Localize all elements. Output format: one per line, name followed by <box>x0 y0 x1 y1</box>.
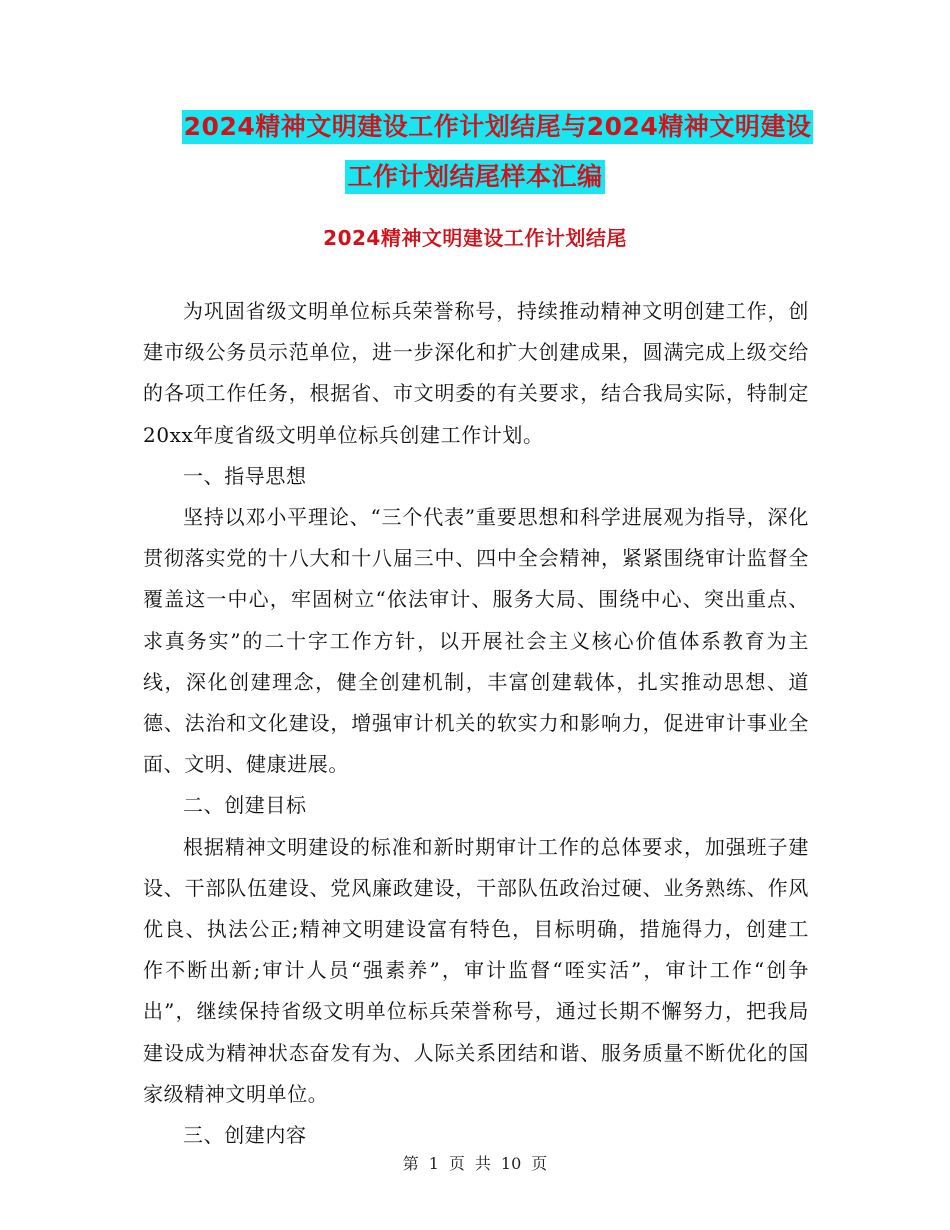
page-footer <box>0 1153 950 1175</box>
paragraph-guiding-ideology: 坚持以邓小平理论、“三个代表”重要思想和科学进展观为指导，深化贯彻落实党的十八大和十八届三中、四中全会精神，紧紧围绕审计监督全覆盖这一中心，牢固树立“依法审计、服务大局、围绕中心、突出重点、求真务实”的二十字工作方针，以开展社会主义核心价值体系教育为主线，深化创建理念，健全创建机制，丰富创建载体，扎实推动思想、道德、法治和文化建设，增强审计机关的软实力和影响力，促进审计事业全面、文明、健康进展。 <box>143 505 809 777</box>
footer-total-unit: 页 <box>531 1154 548 1173</box>
intro-paragraph: 为巩固省级文明单位标兵荣誉称号，持续推动精神文明创建工作，创建市级公务员示范单位，进一步深化和扩大创建成果，圆满完成上级交给的各项工作任务，根据省、市文明委的有关要求，结合我局实际，特制定20xx年度省级文明单位标兵创建工作计划。 <box>143 299 809 447</box>
paragraph-goals: 根据精神文明建设的标准和新时期审计工作的总体要求，加强班子建设、干部队伍建设、党风廉政建设，干部队伍政治过硬、业务熟练、作风优良、执法公正;精神文明建设富有特色，目标明确，措施得力，创建工作不断出新;审计人员“强素养”，审计监督“咥实活”，审计工作“创争出”，继续保持省级文明单位标兵荣誉称号，通过长期不懈努力，把我局建设成为精神状态奋发有为、人际关系团结和谐、服务质量不断优化的国家级精神文明单位。 <box>143 834 809 1106</box>
footer-page-unit: 页 <box>448 1154 465 1173</box>
document-body <box>143 291 809 1156</box>
title-line-2: 工作计划结尾样本汇编 <box>345 160 604 194</box>
footer-prefix: 第 <box>402 1154 419 1173</box>
footer-current-page: 1 <box>428 1154 439 1173</box>
document-title <box>0 110 950 194</box>
title-line-1: 2024精神文明建设工作计划结尾与2024精神文明建设 <box>182 110 814 144</box>
heading-guiding-ideology: 一、指导思想 <box>183 463 307 488</box>
footer-total-prefix: 共 <box>474 1154 491 1173</box>
section-subtitle: 2024精神文明建设工作计划结尾 <box>323 226 627 250</box>
footer-total-pages: 10 <box>500 1154 522 1173</box>
heading-goals: 二、创建目标 <box>183 793 307 818</box>
heading-content: 三、创建内容 <box>183 1123 307 1148</box>
